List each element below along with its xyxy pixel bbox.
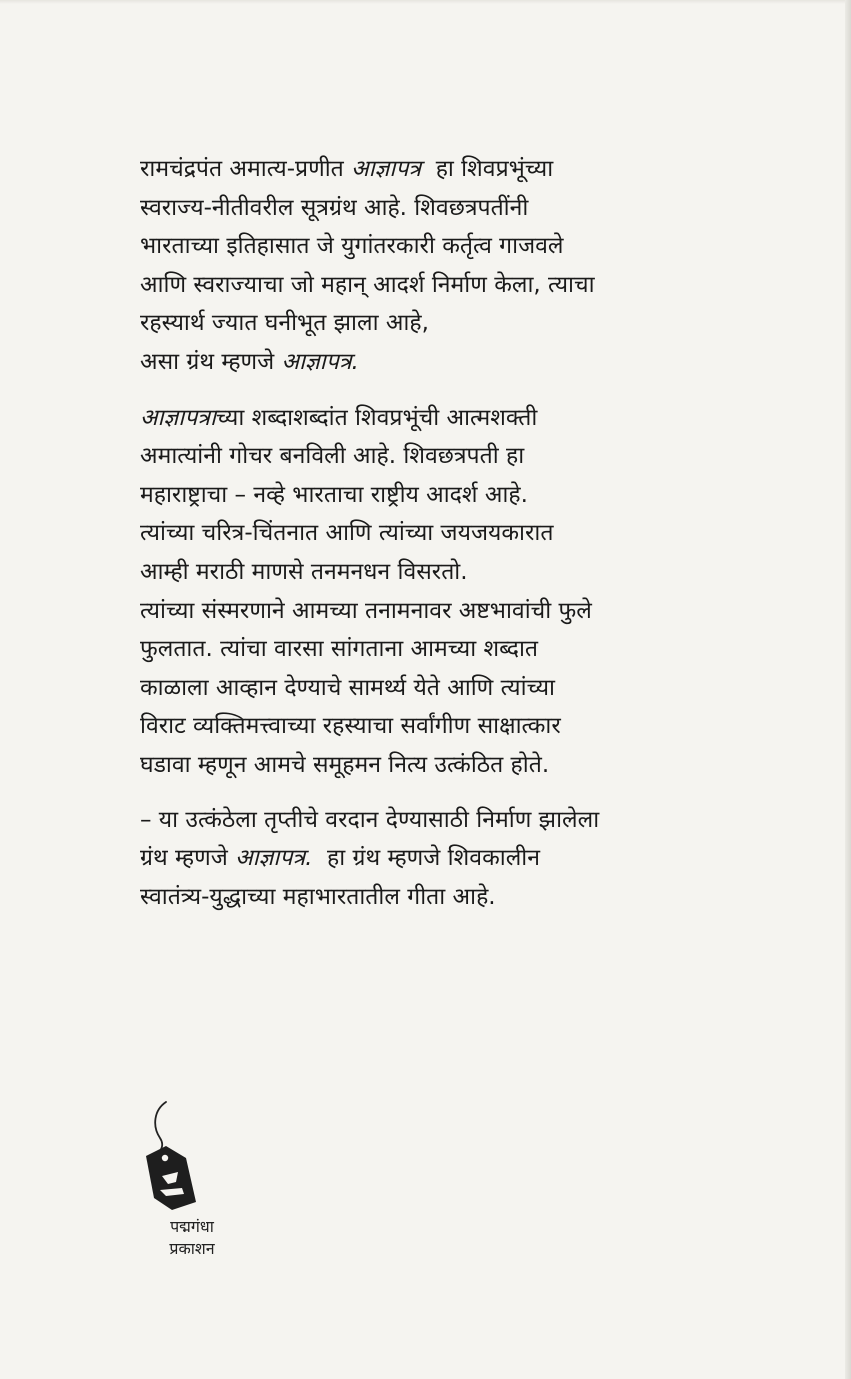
text-line	[140, 707, 800, 746]
text-line	[140, 669, 800, 708]
text-line	[140, 399, 800, 438]
text-line	[140, 839, 800, 878]
blurb-text	[140, 150, 800, 916]
text-segment: त्यांच्या चरित्र-चिंतनात आणि त्यांच्या जयजयकारात	[140, 520, 554, 547]
text-segment: – या उत्कंठेला तृप्तीचे वरदान देण्यासाठी निर्माण झालेला	[140, 806, 600, 833]
text-segment: विराट व्यक्तिमत्त्वाच्या रहस्याचा सर्वांगीण साक्षात्कार	[140, 713, 561, 740]
text-segment: भारताच्या इतिहासात जे युगांतरकारी कर्तृत्व गाजवले	[140, 233, 564, 260]
text-line	[140, 189, 800, 228]
text-line	[140, 150, 800, 189]
text-line	[140, 266, 800, 305]
text-line	[140, 514, 800, 553]
book-title-italic: आज्ञापत्र.	[281, 348, 359, 375]
book-title-italic: आज्ञापत्र	[351, 156, 422, 182]
publisher-logo	[132, 1098, 252, 1273]
right-page-edge	[845, 0, 851, 1379]
top-page-edge	[0, 0, 851, 4]
text-segment: आम्ही मराठी माणसे तनमनधन विसरतो.	[140, 558, 468, 585]
paragraph	[140, 150, 800, 382]
text-line	[140, 801, 800, 840]
text-line	[140, 343, 800, 382]
text-line	[140, 476, 800, 515]
paragraph	[140, 801, 800, 917]
text-line	[140, 304, 800, 343]
text-line	[140, 746, 800, 785]
book-title-italic: आज्ञापत्रा	[140, 404, 216, 431]
text-segment: महाराष्ट्राचा – नव्हे भारताचा राष्ट्रीय आदर्श आहे.	[140, 481, 528, 508]
text-segment: अमात्यांनी गोचर बनविली आहे. शिवछत्रपती हा	[140, 443, 525, 470]
text-segment: हा ग्रंथ म्हणजे शिवकालीन	[312, 845, 541, 872]
text-segment: हा शिवप्रभूंच्या	[421, 156, 554, 182]
text-line	[140, 437, 800, 476]
text-segment: काळाला आव्हान देण्याचे सामर्थ्य येते आणि त्यांच्या	[140, 674, 555, 701]
text-segment: रामचंद्रपंत अमात्य-प्रणीत	[140, 156, 352, 182]
book-title-italic: आज्ञापत्र.	[235, 845, 313, 872]
text-line	[140, 592, 800, 631]
text-segment: स्वराज्य-नीतीवरील सूत्रग्रंथ आहे. शिवछत्रपतींनी	[140, 194, 529, 221]
text-segment: च्या शब्दाशब्दांत शिवप्रभूंची आत्मशक्ती	[215, 404, 538, 431]
text-line	[140, 878, 800, 917]
text-segment: त्यांच्या संस्मरणाने आमच्या तनामनावर अष्टभावांची फुले	[140, 597, 592, 624]
publisher-name-line-1: पद्मगंधा	[170, 1217, 214, 1236]
text-segment: आणि स्वराज्याचा जो महान् आदर्श निर्माण केला, त्याचा	[140, 271, 595, 298]
text-segment: घडावा म्हणून आमचे समूहमन नित्य उत्कंठित होते.	[140, 751, 550, 778]
text-line	[140, 630, 800, 669]
tag-lamp-icon	[132, 1098, 252, 1216]
publisher-name-line-2: प्रकाशन	[169, 1239, 215, 1258]
text-segment: ग्रंथ म्हणजे	[140, 845, 236, 872]
text-segment: फुलतात. त्यांचा वारसा सांगताना आमच्या शब्दात	[140, 636, 539, 663]
text-segment: असा ग्रंथ म्हणजे	[140, 348, 282, 375]
text-segment: स्वातंत्र्य-युद्धाच्या महाभारतातील गीता आहे.	[140, 883, 496, 910]
paragraph	[140, 399, 800, 785]
text-segment: रहस्यार्थ ज्यात घनीभूत झाला आहे,	[140, 310, 429, 337]
text-line	[140, 227, 800, 266]
text-line	[140, 553, 800, 592]
